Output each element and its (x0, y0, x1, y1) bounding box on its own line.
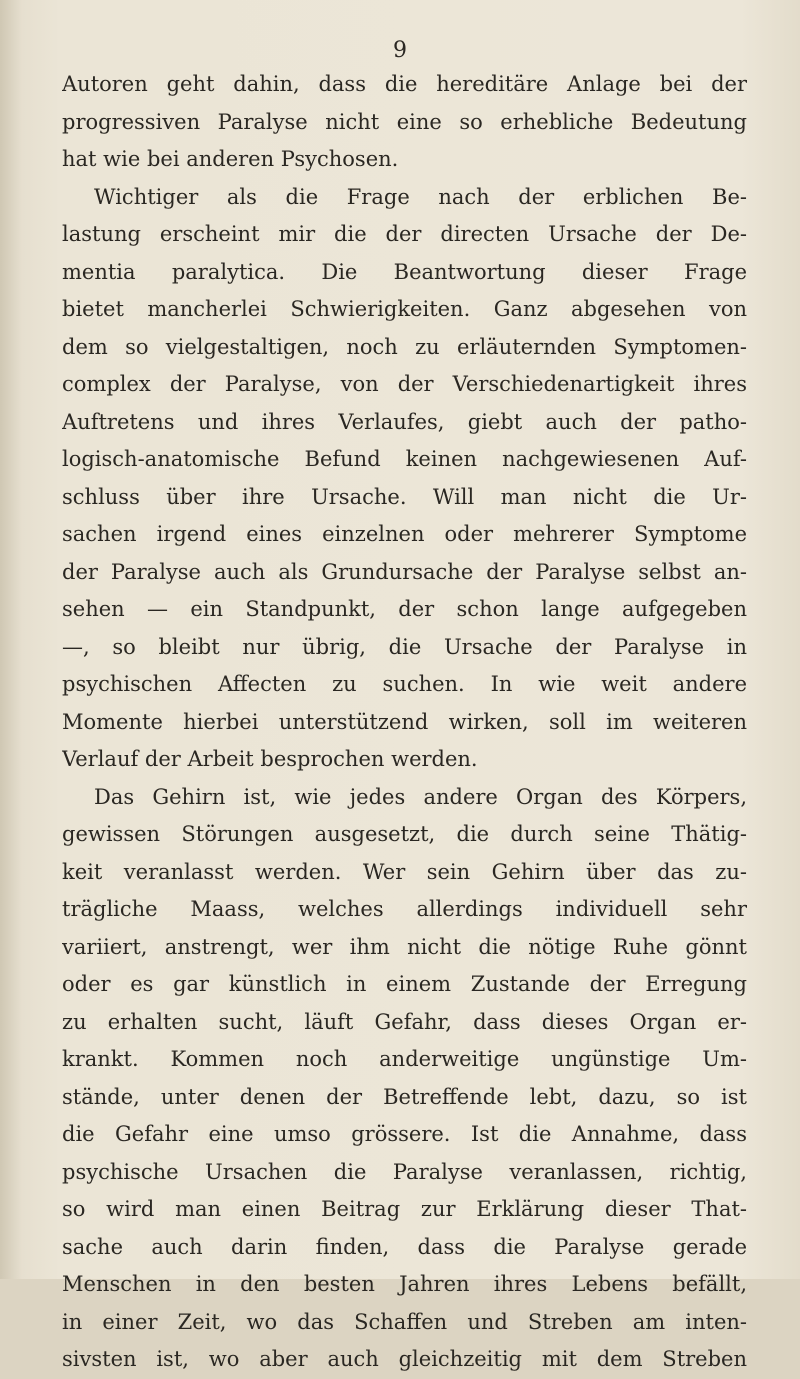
text-line: Auftretens und ihres Verlaufes, giebt auch der patho- (62, 409, 747, 434)
text-line: psychischen Affecten zu suchen. In wie weit andere (62, 672, 747, 696)
text-line: psychische Ursachen die Paralyse veranlassen, richtig, (62, 1159, 747, 1184)
text-line: keit veranlasst werden. Wer sein Gehirn über das zu- (62, 859, 747, 884)
text-line: mentia paralytica. Die Beantwortung dieser Frage (62, 259, 747, 284)
text-line: progressiven Paralyse nicht eine so erhebliche Bedeutung (62, 109, 747, 134)
text-line: Wichtiger als die Frage nach der erblichen Be- (94, 184, 747, 209)
text-line: sehen — ein Standpunkt, der schon lange aufgegeben (62, 597, 747, 621)
text-line: stände, unter denen der Betreffende lebt, dazu, so ist (62, 1084, 747, 1109)
text-line: sivsten ist, wo aber auch gleichzeitig mit dem Streben (62, 1347, 747, 1371)
text-line: Menschen in den besten Jahren ihres Lebens befällt, (62, 1272, 747, 1296)
text-line: sachen irgend eines einzelnen oder mehrerer Symptome (62, 522, 747, 546)
text-line: die Gefahr eine umso grössere. Ist die Annahme, dass (62, 1122, 747, 1146)
text-line: Das Gehirn ist, wie jedes andere Organ des Körpers, (94, 784, 747, 809)
text-line: trägliche Maass, welches allerdings individuell sehr (62, 897, 747, 921)
text-line: der Paralyse auch als Grundursache der Paralyse selbst an- (62, 559, 747, 584)
text-line: —, so bleibt nur übrig, die Ursache der Paralyse in (62, 634, 747, 659)
text-line: logisch-anatomische Befund keinen nachgewiesenen Auf- (62, 447, 747, 471)
text-line: so wird man einen Beitrag zur Erklärung dieser That- (62, 1197, 747, 1221)
text-line: hat wie bei anderen Psychosen. (62, 147, 399, 171)
text-line: sache auch darin finden, dass die Paralyse gerade (62, 1234, 747, 1259)
text-line: Autoren geht dahin, dass die hereditäre Anlage bei der (62, 72, 747, 96)
text-line: lastung erscheint mir die der directen Ursache der De- (62, 222, 747, 246)
text-line: variiert, anstrengt, wer ihm nicht die nötige Ruhe gönnt (62, 934, 747, 959)
text-line: oder es gar künstlich in einem Zustande der Erregung (62, 972, 747, 996)
text-line: complex der Paralyse, von der Verschiedenartigkeit ihres (62, 372, 747, 396)
text-line: bietet mancherlei Schwierigkeiten. Ganz abgesehen von (62, 297, 747, 321)
text-line: krankt. Kommen noch anderweitige ungünstige Um- (62, 1047, 747, 1071)
page-number: 9 (393, 38, 407, 63)
body-text (62, 66, 747, 1379)
text-line: schluss über ihre Ursache. Will man nicht die Ur- (62, 484, 747, 509)
text-line: in einer Zeit, wo das Schaffen und Streben am inten- (62, 1309, 747, 1334)
text-line: gewissen Störungen ausgesetzt, die durch seine Thätig- (62, 822, 747, 846)
text-line: zu erhalten sucht, läuft Gefahr, dass dieses Organ er- (62, 1009, 747, 1034)
text-line: Momente hierbei unterstützend wirken, soll im weiteren (62, 709, 747, 734)
text-line: dem so vielgestaltigen, noch zu erläuternden Symptomen- (62, 334, 747, 359)
text-line: Verlauf der Arbeit besprochen werden. (62, 747, 478, 771)
